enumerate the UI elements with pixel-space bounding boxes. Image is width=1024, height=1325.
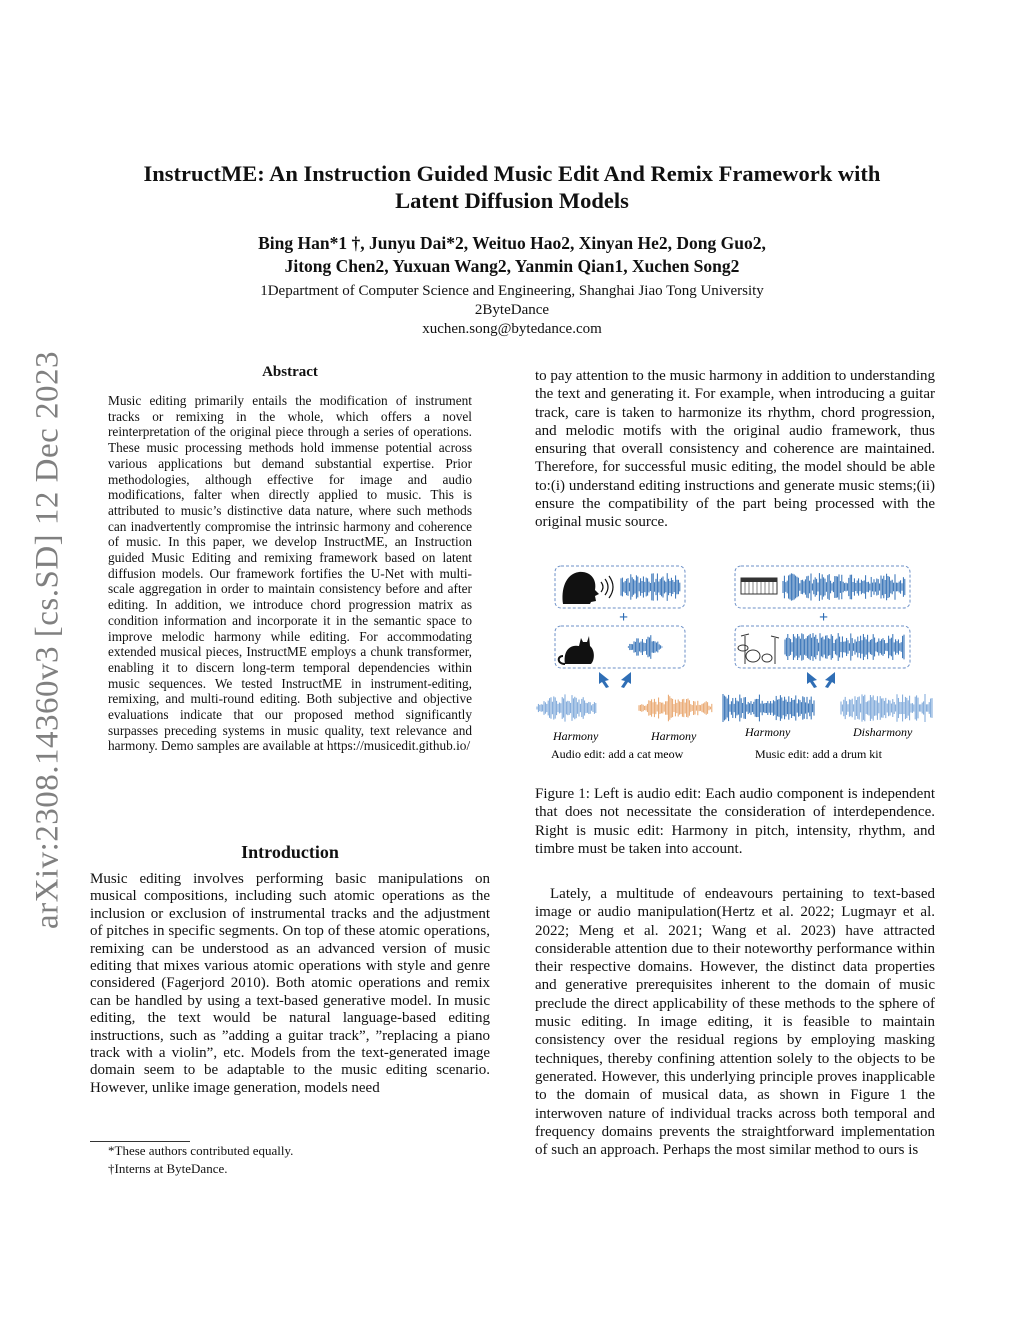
- speech-waveform: [621, 573, 680, 601]
- label-harmony-1: Harmony: [553, 729, 599, 743]
- abstract-text: Music editing primarily entails the modification of instrument tracks or remixing in the whole, which offers a novel reinterpretation of the original piece through a series of operations. These music processing methods hold immense potential across various applications but demand substantial expertise. Prior methodologies, although effective for image and audio modifications, falter when directly applied to music. This is attributed to music’s distinctive data nature, where such methods can inadvertently compromise the intrinsic harmony and coherence of music. In this paper, we develop InstructME, an Instruction guided Music Editing and remixing framework based on latent diffusion models. Our framework fortifies the U-Net with multi-scale aggregation in order to maintain consistency before and after editing. In addition, we introduce chord progression matrix as condition information and incorporate it in the semantic space to improve melodic harmony while editing. For accommodating extended musical pieces, InstructME employs a chunk transformer, enabling it to discern long-term temporal dependencies within music sequences. We tested InstructME in instrument-editing, remixing, and multi-round editing. Both subjective and objective evaluations indicate that our proposed method significantly surpasses preceding systems in music quality, text relevance and harmony. Demo samples are available at https://musicedit.github.io/: [108, 393, 472, 754]
- keyboard-icon: [741, 578, 777, 594]
- figure-1-graphic: [535, 560, 935, 770]
- affiliation-1: 1Department of Computer Science and Engineering, Shanghai Jiao Tong University: [260, 283, 764, 299]
- author-email: xuchen.song@bytedance.com: [422, 321, 602, 337]
- caption-audio-edit: Audio edit: add a cat meow: [551, 747, 684, 761]
- authors-line-1: Bing Han*1 †, Junyu Dai*2, Weituo Hao2, Xinyan He2, Dong Guo2,: [258, 233, 766, 253]
- arrow-down-left-2: [621, 672, 631, 688]
- figure-1-caption: Figure 1: Left is audio edit: Each audio component is independent that does not necessitate the consideration of interdependence. Right is music edit: Harmony in pitch, intensity, rhythm, and timbre must be taken into account.: [535, 786, 935, 857]
- arxiv-sidebar: [18, 340, 78, 940]
- introduction-text: Music editing involves performing basic manipulations on musical compositions, including such atomic operations as the inclusion or exclusion of instrumental tracks and the adjustment of pitches in specific segments. On top of these atomic operations, remixing can be understood as an advanced version of music editing that mixes various atomic operations with style and genre considered (Fagerjord 2010). Both atomic operations and remix can be handled by using a text-based generative model. In music editing, the text would be natural language-based editing instructions, such as ”adding a guitar track”, ”replacing a piano track with a violin”, etc. Models from the text-generated image domain seem to be adaptable to the music editing scenario. However, unlike image generation, models need: [90, 871, 490, 1096]
- arrow-icons: [599, 672, 835, 688]
- caption-music-edit: Music edit: add a drum kit: [755, 747, 882, 761]
- title-line-1: InstructME: An Instruction Guided Music Edit And Remix Framework with: [143, 161, 881, 186]
- music-result-waveform-1: [723, 694, 814, 722]
- figure-1: [535, 560, 935, 770]
- label-harmony-3: Harmony: [745, 725, 791, 739]
- drum-waveform: [785, 633, 904, 661]
- paper-title: [0, 160, 1024, 214]
- label-harmony-2: Harmony: [651, 729, 697, 743]
- footnote-rule: [90, 1141, 190, 1142]
- arrow-down-right-1: [807, 672, 817, 688]
- title-line-2: Latent Diffusion Models: [395, 188, 629, 213]
- audio-result-waveform-2: [639, 695, 712, 722]
- footnote-interns: †Interns at ByteDance.: [108, 1161, 228, 1176]
- music-result-waveform-2: [841, 694, 932, 722]
- plus-icon-left: +: [619, 609, 629, 626]
- footnote-equal-contribution: *These authors contributed equally.: [108, 1143, 294, 1158]
- abstract-heading: Abstract: [262, 364, 318, 380]
- affiliation-2: 2ByteDance: [474, 302, 550, 318]
- speaking-head-icon: [563, 572, 613, 604]
- introduction-heading: Introduction: [241, 842, 339, 862]
- author-list: [0, 232, 1024, 278]
- affiliations: [0, 282, 1024, 339]
- drum-kit-icon: [738, 634, 779, 664]
- authors-line-2: Jitong Chen2, Yuxuan Wang2, Yanmin Qian1, Xuchen Song2: [284, 256, 740, 276]
- label-disharmony: Disharmony: [853, 725, 913, 739]
- piano-waveform: [783, 573, 905, 601]
- plus-icon-right: +: [819, 609, 829, 626]
- cat-meow-waveform: [627, 635, 662, 659]
- audio-result-waveform-1: [537, 694, 596, 721]
- right-paragraph-2: Lately, a multitude of endeavours pertaining to text-based image or audio manipulation(Hertz et al. 2022; Lugmayr et al. 2022; Meng et al. 2021; Wang et al. 2023) have attracted considerable attention due to their noteworthy performance within their respective domains. However, the distinct data properties and generative prerequisites inherent to the domain of music preclude the direct applicability of these methods to the sphere of music editing. In image editing, it is feasible to maintain consistency over the residual regions by employing masking techniques, thereby confining attention solely to the objects to be generated. However, this underlying principle proves inapplicable to the domain of musical data, as shown in Figure 1 the interwoven nature of individual tracks across both temporal and frequency domains prevents the straightforward implementation of such an approach. Perhaps the most similar method to ours is: [535, 886, 935, 1159]
- right-paragraph-1: to pay attention to the music harmony in addition to understanding the text and generating it. For example, when introducing a guitar track, care is taken to harmonize its rhythm, chord progression, and melodic motifs with the original audio framework, thus ensuring that overall consistency and coherence are maintained. Therefore, for successful music editing, the model should be able to:(i) understand editing instructions and generate music stems;(ii) ensure the compatibility of the part being processed with the original music source.: [535, 368, 935, 531]
- arxiv-identifier: arXiv:2308.14360v3 [cs.SD] 12 Dec 2023: [29, 350, 66, 930]
- cat-icon: [559, 636, 594, 664]
- arrow-down-left-1: [599, 672, 609, 688]
- arrow-down-right-2: [825, 672, 835, 688]
